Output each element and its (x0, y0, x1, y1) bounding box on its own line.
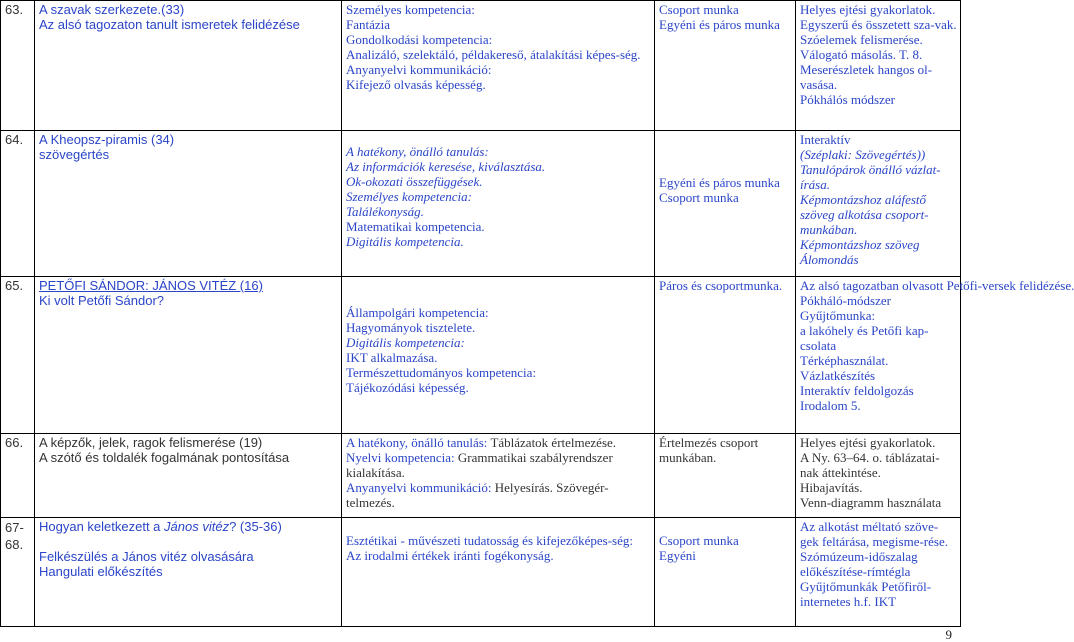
competence-label: Digitális kompetencia: (346, 335, 465, 350)
work-form: Egyéni és páros munka (659, 175, 780, 190)
method-item: a lakóhely és Petőfi kap-csolata (800, 323, 929, 353)
competence-text: Analizáló, szelektáló, példakereső, átalakítási képes-ség. (346, 47, 641, 62)
topic-subtitle: Ki volt Petőfi Sándor? (39, 293, 165, 308)
competence-cell (342, 277, 655, 434)
competence-label: Matematikai kompetencia. (346, 219, 485, 234)
competence-label: Állampolgári kompetencia: (346, 305, 489, 320)
method-item: Válogató másolás. T. 8. (800, 47, 923, 62)
competence-text: Fantázia (346, 17, 391, 32)
method-item: Interaktív feldolgozás (800, 383, 914, 398)
competence-text: Grammatikai szabályrendszer kialakítása. (346, 450, 613, 480)
work-form: Egyéni (659, 548, 696, 563)
method-cell (796, 1, 961, 131)
lesson-topic (35, 277, 342, 434)
competence-text: Az irodalmi értékek iránti fogékonyság. (346, 548, 554, 563)
topic-title: PETŐFI SÁNDOR: JÁNOS VITÉZ (16) (39, 278, 263, 293)
method-item: internetes h.f. IKT (800, 594, 897, 609)
method-item: Pókháló-módszer (800, 293, 891, 308)
method-item: Térképhasználat. (800, 353, 889, 368)
method-item: A Ny. 63–64. o. táblázatai-nak áttekintése. (800, 450, 940, 480)
method-item: Szómúzeum-időszalag előkészítése-rímtégla (800, 549, 918, 579)
competence-label: Esztétikai - művészeti tudatosság és kifejezőképes-ség: (346, 533, 633, 548)
competence-label: Személyes kompetencia: (346, 189, 472, 204)
topic-title: A Kheopsz-piramis (34) (39, 132, 175, 147)
competence-label: Gondolkodási kompetencia: (346, 32, 493, 47)
competence-text: Hagyományok tisztelete. (346, 320, 476, 335)
work-form-cell (655, 131, 796, 277)
competence-text: Találékonyság. (346, 204, 424, 219)
competence-text: Ok-okozati összefüggések. (346, 174, 483, 189)
page-number: 9 (945, 627, 952, 642)
method-item: Vázlatkészítés (800, 368, 876, 383)
competence-cell (342, 434, 655, 518)
method-item: Hibajavítás. (800, 480, 863, 495)
work-form: Csoport munka (659, 533, 739, 548)
topic-subtitle: Hangulati előkészítés (39, 564, 163, 579)
competence-label: A hatékony, önálló tanulás: (346, 144, 489, 159)
competence-text: Az információk keresése, kiválasztása. (346, 159, 546, 174)
competence-label: Digitális kompetencia. (346, 234, 464, 249)
competence-text: Helyesírás. Szövegér-telmezés. (346, 480, 609, 510)
method-cell (796, 277, 1074, 434)
method-cell (796, 518, 961, 627)
competence-cell (342, 1, 655, 131)
method-item: Az alsó tagozatban olvasott Petőfi-versek felidézése. (800, 278, 1074, 293)
competence-label: Anyanyelvi kommunikáció: (346, 480, 492, 495)
method-item: Képmontázshoz aláfestő szöveg alkotása csoport-munkában. (800, 192, 929, 237)
lesson-number: 63. (1, 1, 35, 131)
table-row (1, 434, 961, 518)
topic-subtitle: Felkészülés a János vitéz olvasására (39, 549, 254, 564)
work-form-cell (655, 434, 796, 518)
work-form: Csoport munka (659, 190, 739, 205)
lesson-topic (35, 1, 342, 131)
method-item: Szóelemek felismerése. (800, 32, 923, 47)
competence-label: Személyes kompetencia: (346, 2, 475, 17)
method-item: Pókhálós módszer (800, 92, 895, 107)
work-form: Egyéni és páros munka (659, 17, 780, 32)
work-form: Értelmezés csoport munkában. (659, 435, 759, 465)
table-row (1, 277, 961, 434)
method-item: Meserészletek hangos ol-vasása. (800, 62, 933, 92)
work-form: Páros és csoportmunka. (659, 278, 783, 293)
method-item: Venn-diagramm használata (800, 495, 942, 510)
competence-label: Anyanyelvi kommunikáció: (346, 62, 492, 77)
method-item: Gyűjtőmunka: (800, 308, 876, 323)
work-form-cell (655, 1, 796, 131)
method-item: (Széplaki: Szövegértés)) (800, 147, 926, 162)
method-item: Helyes ejtési gyakorlatok. (800, 2, 936, 17)
competence-cell (342, 518, 655, 627)
competence-text: Táblázatok értelmezése. (490, 435, 617, 450)
method-item: Irodalom 5. (800, 398, 861, 413)
topic-title: A szavak szerkezete.(33) (39, 2, 185, 17)
method-item: Az alkotást méltató szöve-gek feltárása, megisme-rése. (800, 519, 948, 549)
competence-label: Nyelvi kompetencia: (346, 450, 455, 465)
lesson-topic (35, 518, 342, 627)
topic-title: A képzők, jelek, ragok felismerése (19) (39, 435, 263, 450)
topic-title: Hogyan keletkezett a János vitéz? (35-36) (39, 519, 282, 534)
method-cell (796, 131, 961, 277)
method-item: Interaktív (800, 132, 851, 147)
topic-subtitle: A szótő és toldalék fogalmának pontosítása (39, 450, 290, 465)
method-item: Helyes ejtési gyakorlatok. (800, 435, 936, 450)
work-form-cell (655, 518, 796, 627)
lesson-topic (35, 434, 342, 518)
lesson-number: 67- 68. (1, 518, 35, 627)
competence-label: Természettudományos kompetencia: (346, 365, 537, 380)
method-item: Gyűjtőmunkák Petőfiről- (800, 579, 932, 594)
competence-text: Tájékozódási képesség. (346, 380, 469, 395)
table-row (1, 1, 961, 131)
table-row (1, 131, 961, 277)
method-item: Képmontázshoz szöveg Álomondás (800, 237, 920, 267)
method-cell (796, 434, 961, 518)
competence-label: A hatékony, önálló tanulás: (346, 435, 488, 450)
competence-text: IKT alkalmazása. (346, 350, 438, 365)
competence-cell (342, 131, 655, 277)
lesson-number: 65. (1, 277, 35, 434)
topic-subtitle: szövegértés (39, 147, 110, 162)
competence-text: Kifejező olvasás képesség. (346, 77, 486, 92)
table-row (1, 518, 961, 627)
topic-subtitle: Az alsó tagozaton tanult ismeretek felidézése (39, 17, 300, 32)
work-form-cell (655, 277, 796, 434)
method-item: Tanulópárok önálló vázlat-írása. (800, 162, 941, 192)
lesson-topic (35, 131, 342, 277)
work-form: Csoport munka (659, 2, 739, 17)
lesson-number: 66. (1, 434, 35, 518)
lesson-number: 64. (1, 131, 35, 277)
method-item: Egyszerű és összetett sza-vak. (800, 17, 957, 32)
